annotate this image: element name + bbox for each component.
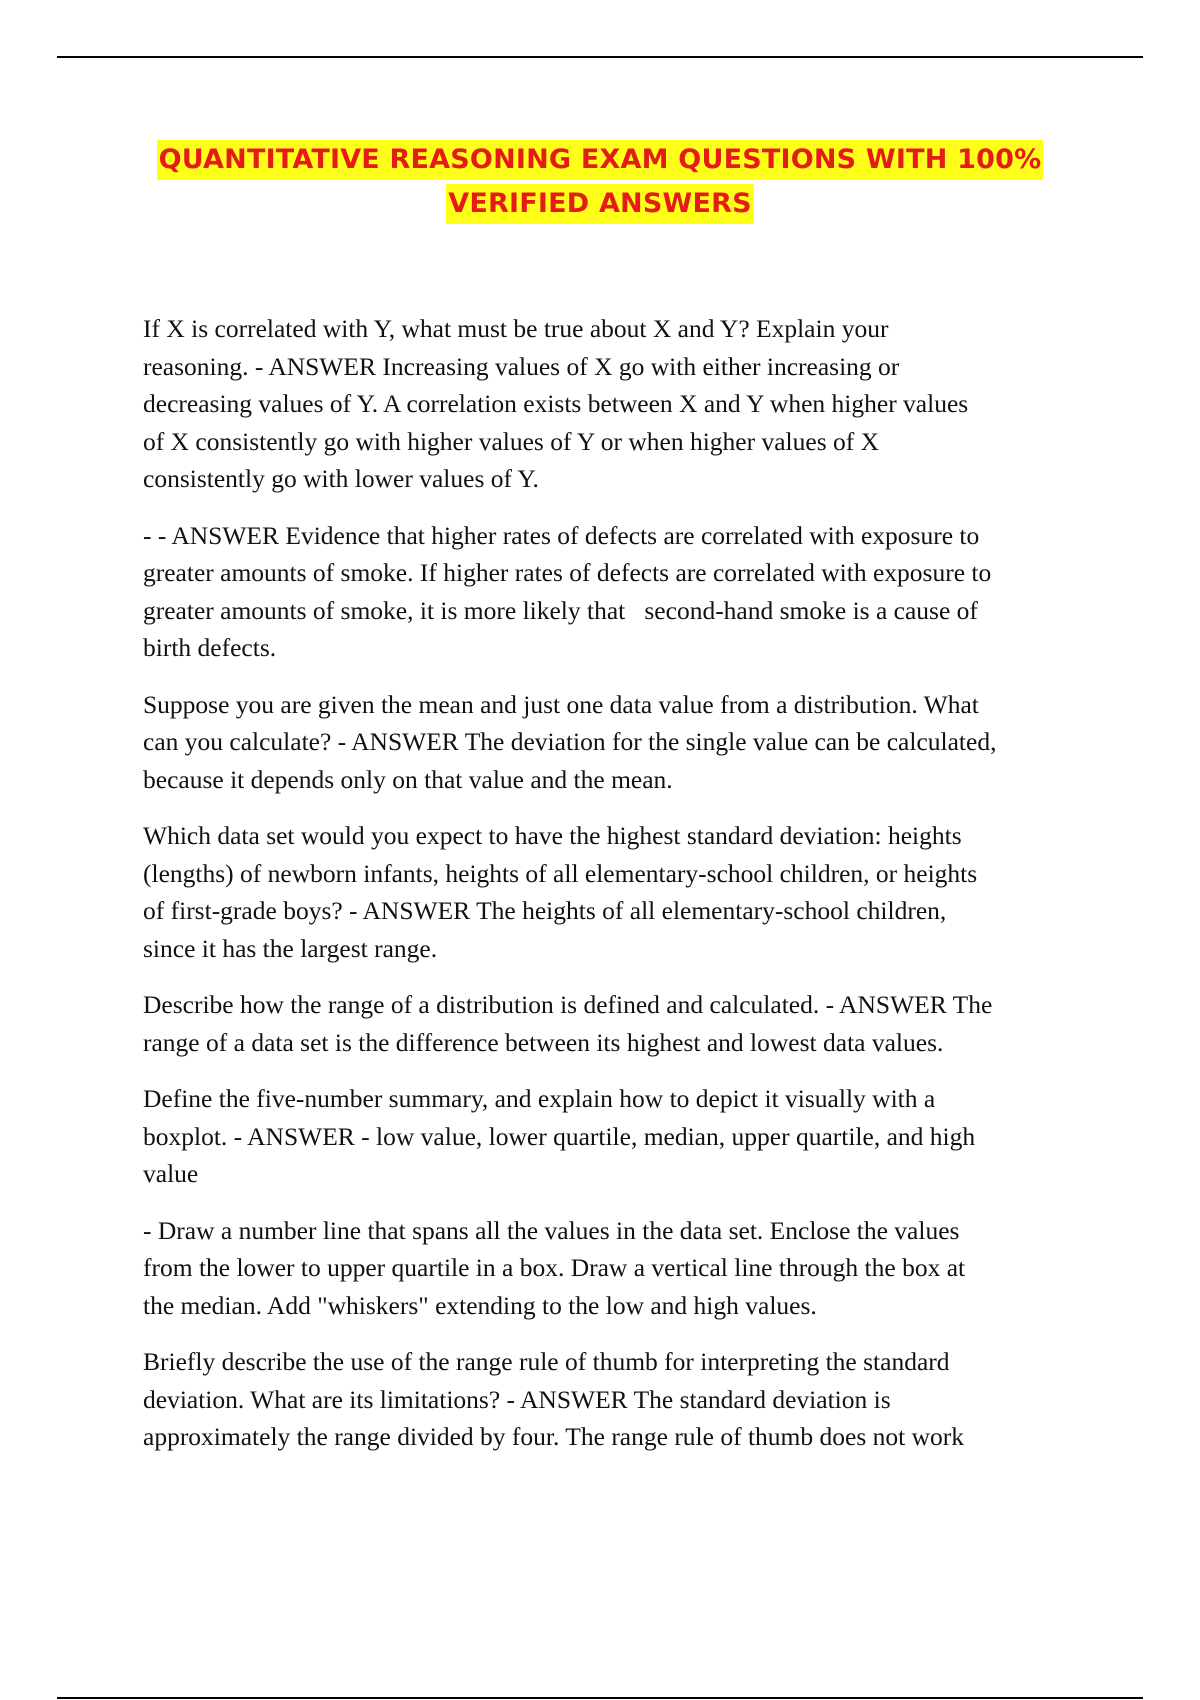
text-line: Define the five-number summary, and explain how to depict it visually with a — [143, 1084, 936, 1113]
text-line: from the lower to upper quartile in a box. Draw a vertical line through the box at — [143, 1253, 966, 1282]
text-line: value — [143, 1159, 199, 1188]
text-line: decreasing values of Y. A correlation exists between X and Y when higher values — [143, 389, 969, 418]
text-line: greater amounts of smoke. If higher rates of defects are correlated with exposure to — [143, 558, 992, 587]
top-rule — [57, 56, 1143, 58]
text-line: since it has the largest range. — [143, 933, 438, 963]
qa-paragraph — [143, 1212, 1103, 1325]
text-line: consistently go with lower values of Y. — [143, 464, 539, 493]
qa-paragraph — [143, 686, 1103, 799]
text-line: birth defects. — [143, 633, 277, 662]
text-line: Which data set would you expect to have the highest standard deviation: heights — [143, 821, 962, 850]
document-body — [143, 310, 1103, 1475]
text-line: because it depends only on that value and the mean. — [143, 764, 673, 794]
text-line: Suppose you are given the mean and just one data value from a distribution. What — [143, 689, 979, 719]
qa-paragraph — [143, 817, 1103, 967]
qa-paragraph — [143, 517, 1103, 667]
text-line: Describe how the range of a distribution is defined and calculated. - ANSWER The — [143, 990, 993, 1019]
text-line: of first-grade boys? - ANSWER The heights of all elementary-school children, — [143, 896, 947, 925]
text-line: greater amounts of smoke, it is more likely that second-hand smoke is a cause of — [143, 595, 978, 625]
text-line: deviation. What are its limitations? - ANSWER The standard deviation is — [143, 1384, 891, 1414]
text-line: - - ANSWER Evidence that higher rates of defects are correlated with exposure to — [143, 520, 980, 550]
qa-paragraph — [143, 310, 1103, 498]
text-line: the median. Add "whiskers" extending to the low and high values. — [143, 1290, 817, 1320]
text-line: - Draw a number line that spans all the values in the data set. Enclose the values — [143, 1215, 960, 1245]
qa-paragraph — [143, 986, 1103, 1061]
text-line: of X consistently go with higher values of Y or when higher values of X — [143, 426, 880, 456]
text-line: boxplot. - ANSWER - low value, lower quartile, median, upper quartile, and high — [143, 1121, 976, 1151]
text-line: can you calculate? - ANSWER The deviation for the single value can be calculated, — [143, 727, 997, 756]
text-line: reasoning. - ANSWER Increasing values of X go with either increasing or — [143, 351, 900, 381]
title-line-2: VERIFIED ANSWERS — [446, 184, 754, 224]
text-line: If X is correlated with Y, what must be true about X and Y? Explain your — [143, 314, 889, 343]
text-line: (lengths) of newborn infants, heights of all elementary-school children, or heights — [143, 858, 978, 888]
text-line: range of a data set is the difference between its highest and lowest data values. — [143, 1027, 944, 1057]
qa-paragraph — [143, 1080, 1103, 1193]
bottom-rule — [57, 1697, 1143, 1699]
text-line: approximately the range divided by four. The range rule of thumb does not work — [143, 1422, 964, 1451]
document-title — [0, 140, 1200, 224]
title-line-1: QUANTITATIVE REASONING EXAM QUESTIONS WITH 100% — [157, 140, 1044, 180]
qa-paragraph — [143, 1343, 1103, 1456]
text-line: Briefly describe the use of the range rule of thumb for interpreting the standard — [143, 1347, 950, 1376]
